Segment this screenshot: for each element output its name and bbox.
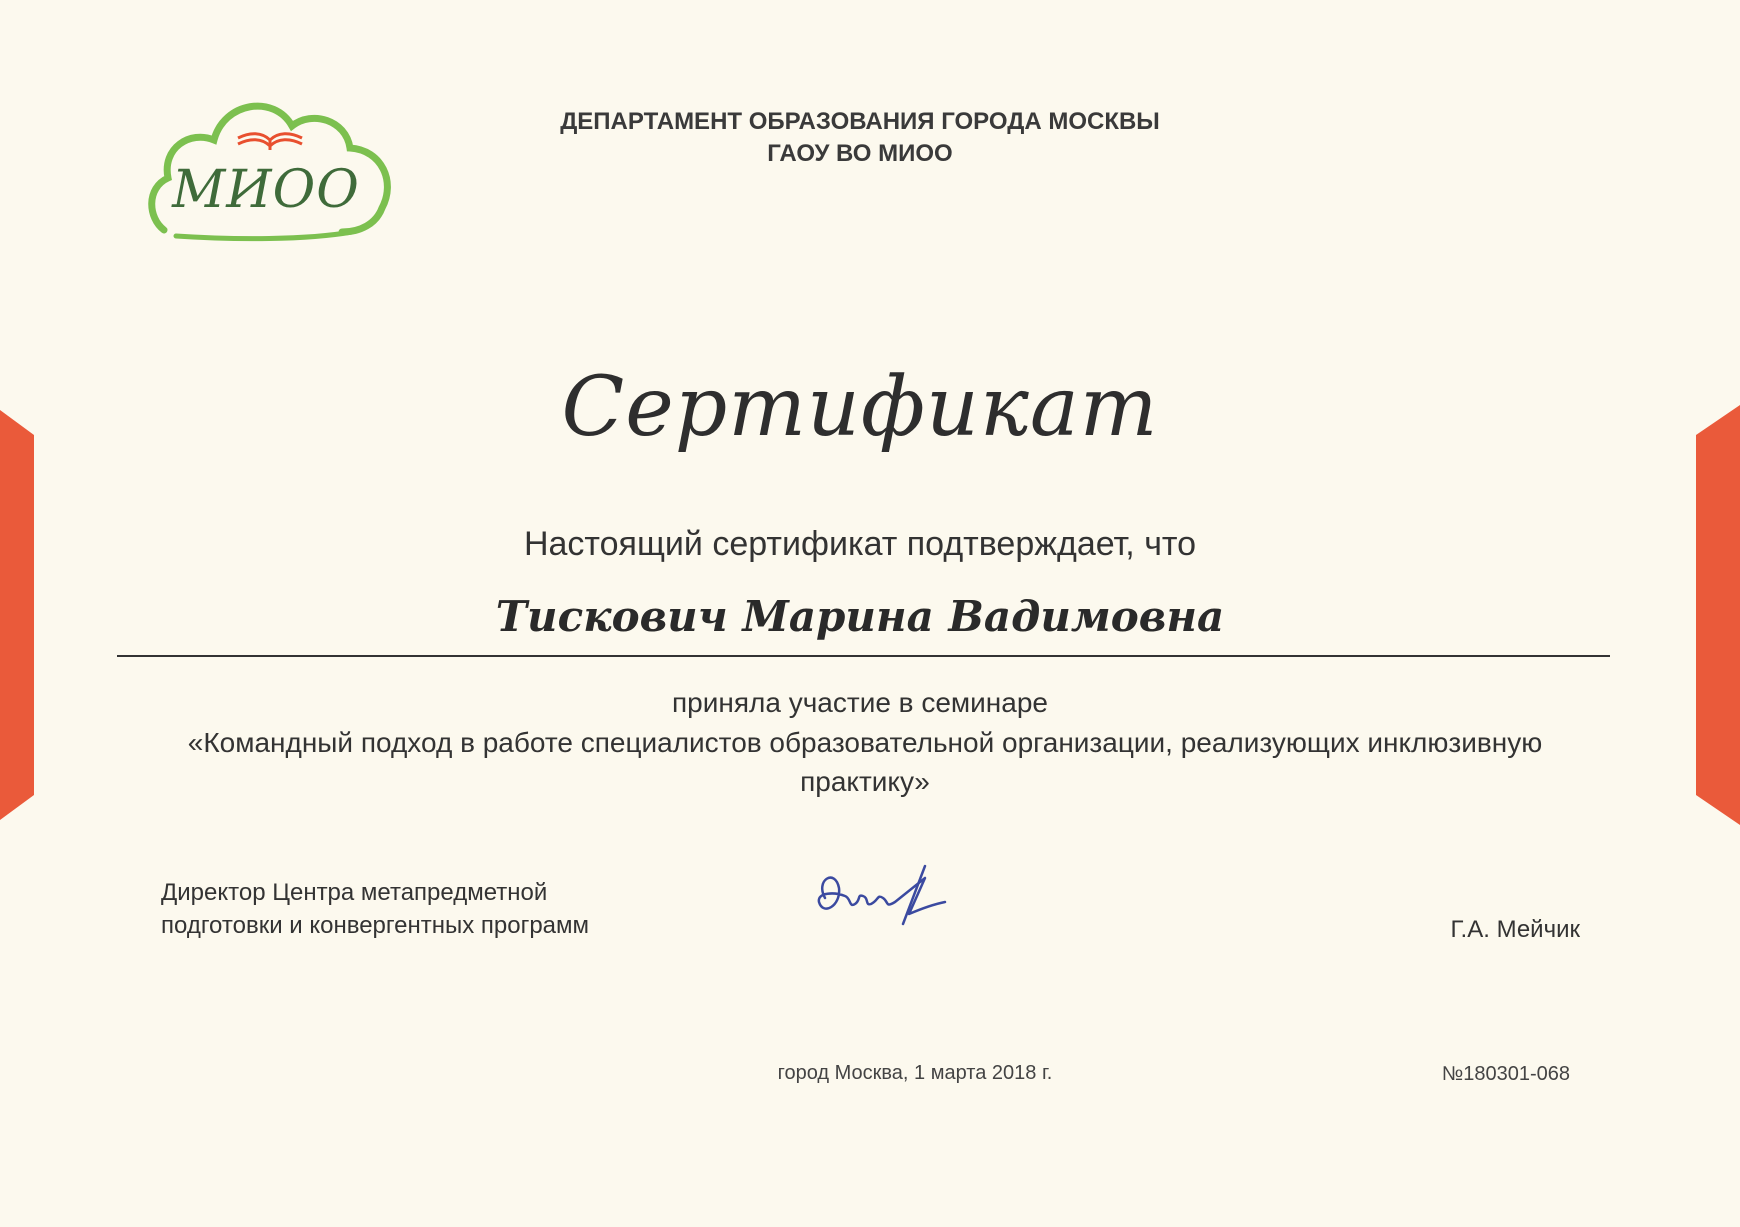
director-position-line2: подготовки и конвергентных программ	[161, 912, 590, 939]
name-underline	[117, 655, 1610, 657]
recipient-name: Тискович Марина Вадимовна	[495, 592, 1225, 641]
seminar-title-line1: «Командный подход в работе специалистов образовательной организации, реализующих инклюзивную	[187, 727, 1543, 758]
seminar-title-line2: практику»	[800, 766, 930, 797]
logo-text: МИОО	[172, 160, 360, 220]
signature-icon	[805, 858, 965, 938]
place-and-date: город Москва, 1 марта 2018 г.	[777, 1062, 1053, 1084]
seminar-title	[130, 723, 1600, 801]
confirmation-text: Настоящий сертификат подтверждает, что	[523, 525, 1197, 563]
mioo-logo	[146, 90, 398, 246]
issuer-header	[480, 106, 1240, 170]
left-decorative-band	[0, 410, 34, 820]
department-name: ДЕПАРТАМЕНТ ОБРАЗОВАНИЯ ГОРОДА МОСКВЫ	[560, 108, 1160, 135]
signer-name: Г.А. Мейчик	[1450, 916, 1580, 943]
director-position-line1: Директор Центра метапредметной	[161, 879, 548, 906]
certificate-title: Сертификат	[561, 360, 1159, 455]
institution-name: ГАОУ ВО МИОО	[767, 140, 953, 167]
right-decorative-band	[1696, 405, 1740, 825]
open-book-icon	[234, 128, 306, 154]
participation-text: приняла участие в семинаре	[672, 687, 1048, 718]
director-position	[161, 876, 681, 942]
certificate-number: №180301-068	[1441, 1063, 1570, 1085]
